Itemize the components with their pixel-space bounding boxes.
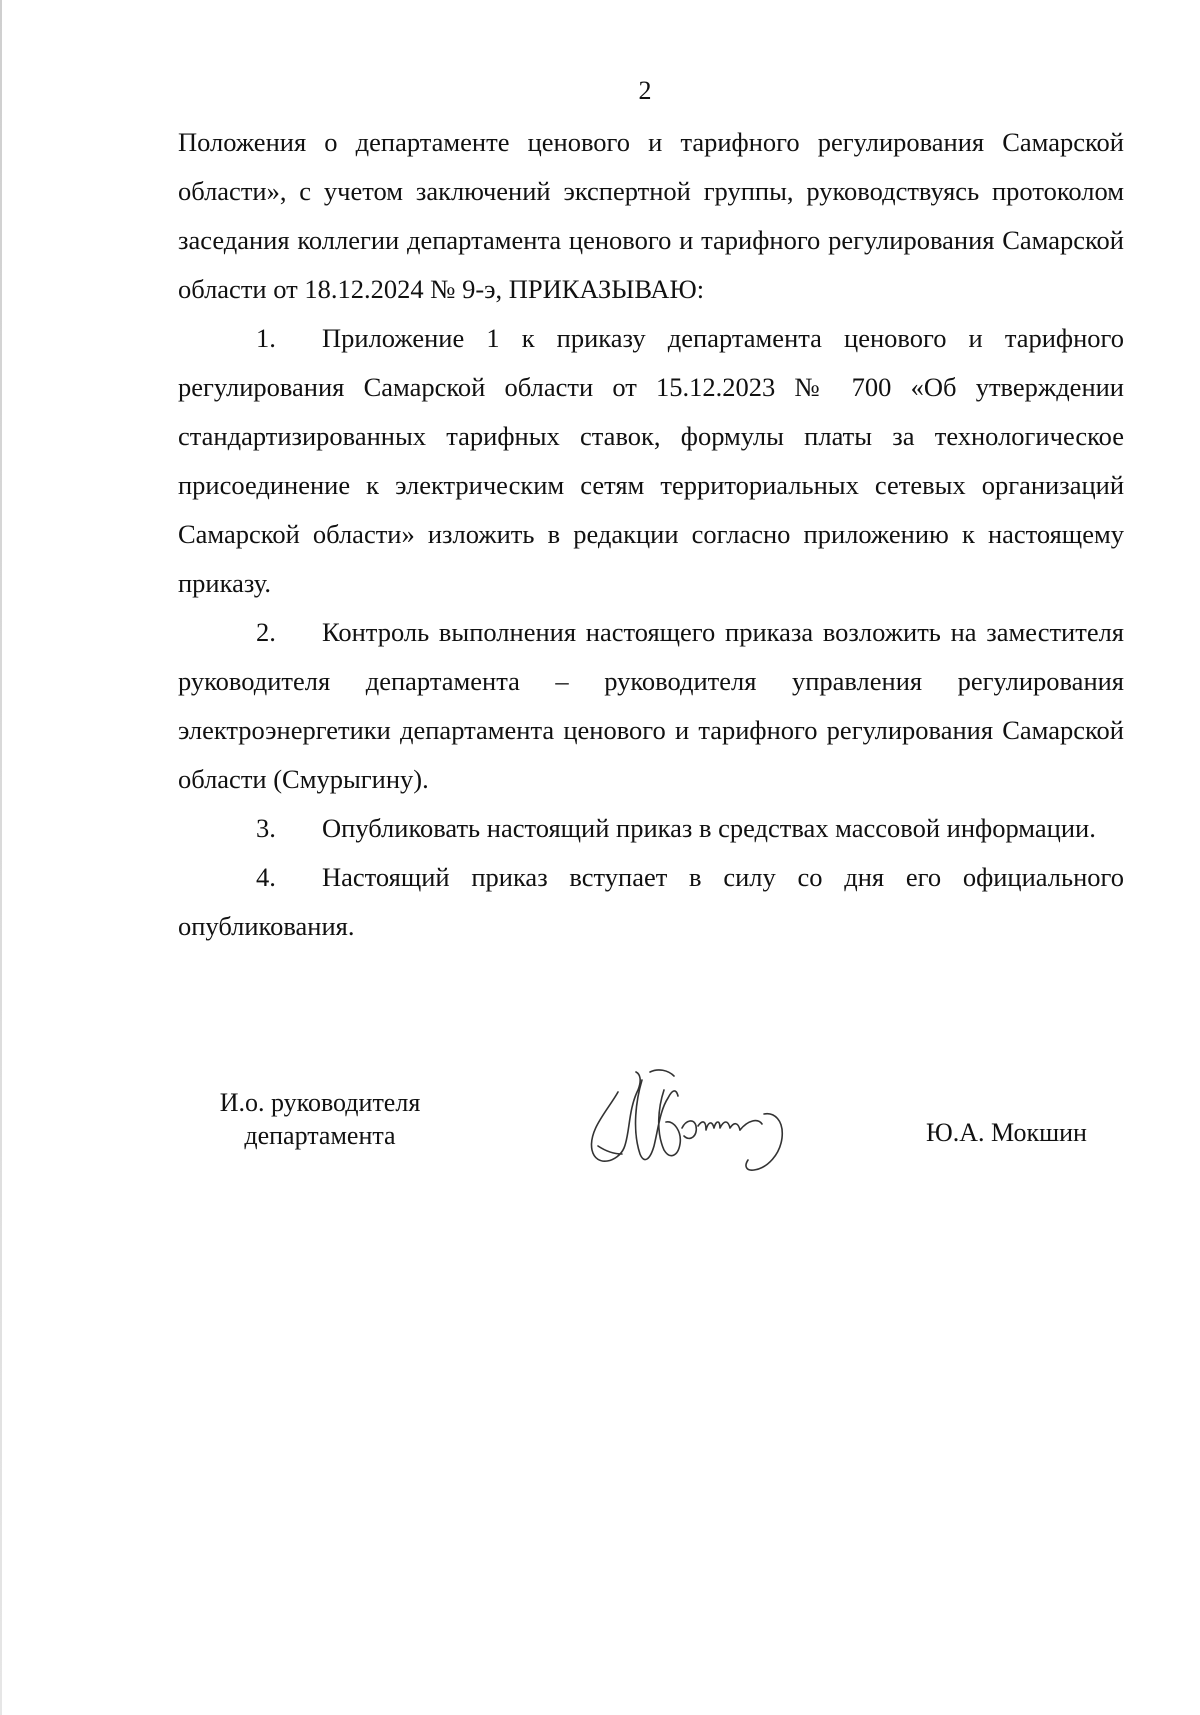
signer-position-line-1: И.о. руководителя: [219, 1088, 421, 1117]
signer-position: [200, 1086, 440, 1152]
item-number: 4.: [256, 862, 276, 892]
scan-edge: [0, 0, 2, 1715]
item-text: Контроль выполнения настоящего приказа возложить на заместителя руководителя департамента – руководителя управления регулирования электроэнергетики департамента ценового и тарифного регулирования Самарской области (Смурыгину).: [178, 617, 1124, 794]
page-number: 2: [638, 76, 652, 105]
signer-position-line-2: департамента: [244, 1121, 396, 1150]
signature-block: [0, 1050, 1200, 1200]
item-number: 1.: [256, 323, 276, 353]
handwritten-signature: [578, 1050, 808, 1180]
item-text: Приложение 1 к приказу департамента ценового и тарифного регулирования Самарской области от 15.12.2023 № 700 «Об утверждении стандартизированных тарифных ставок, формулы платы за технологическое присоединение к электрическим сетям территориальных сетевых организаций Самарской области» изложить в редакции согласно приложению к настоящему приказу.: [178, 323, 1124, 598]
item-text: Опубликовать настоящий приказ в средствах массовой информации.: [322, 813, 1096, 843]
item-number: 3.: [256, 813, 276, 843]
order-item-3: [178, 804, 1124, 853]
item-text: Настоящий приказ вступает в силу со дня его официального опубликования.: [178, 862, 1124, 941]
item-number: 2.: [256, 617, 276, 647]
signer-name: Ю.А. Мокшин: [926, 1118, 1087, 1147]
order-item-4: [178, 853, 1124, 951]
document-body: [178, 118, 1124, 951]
order-item-1: [178, 314, 1124, 608]
order-item-2: [178, 608, 1124, 804]
intro-paragraph: Положения о департаменте ценового и тарифного регулирования Самарской области», с учетом заключений экспертной группы, руководствуясь протоколом заседания коллегии департамента ценового и тарифного регулирования Самарской области от 18.12.2024 № 9-э, ПРИКАЗЫВАЮ:: [178, 127, 1124, 304]
